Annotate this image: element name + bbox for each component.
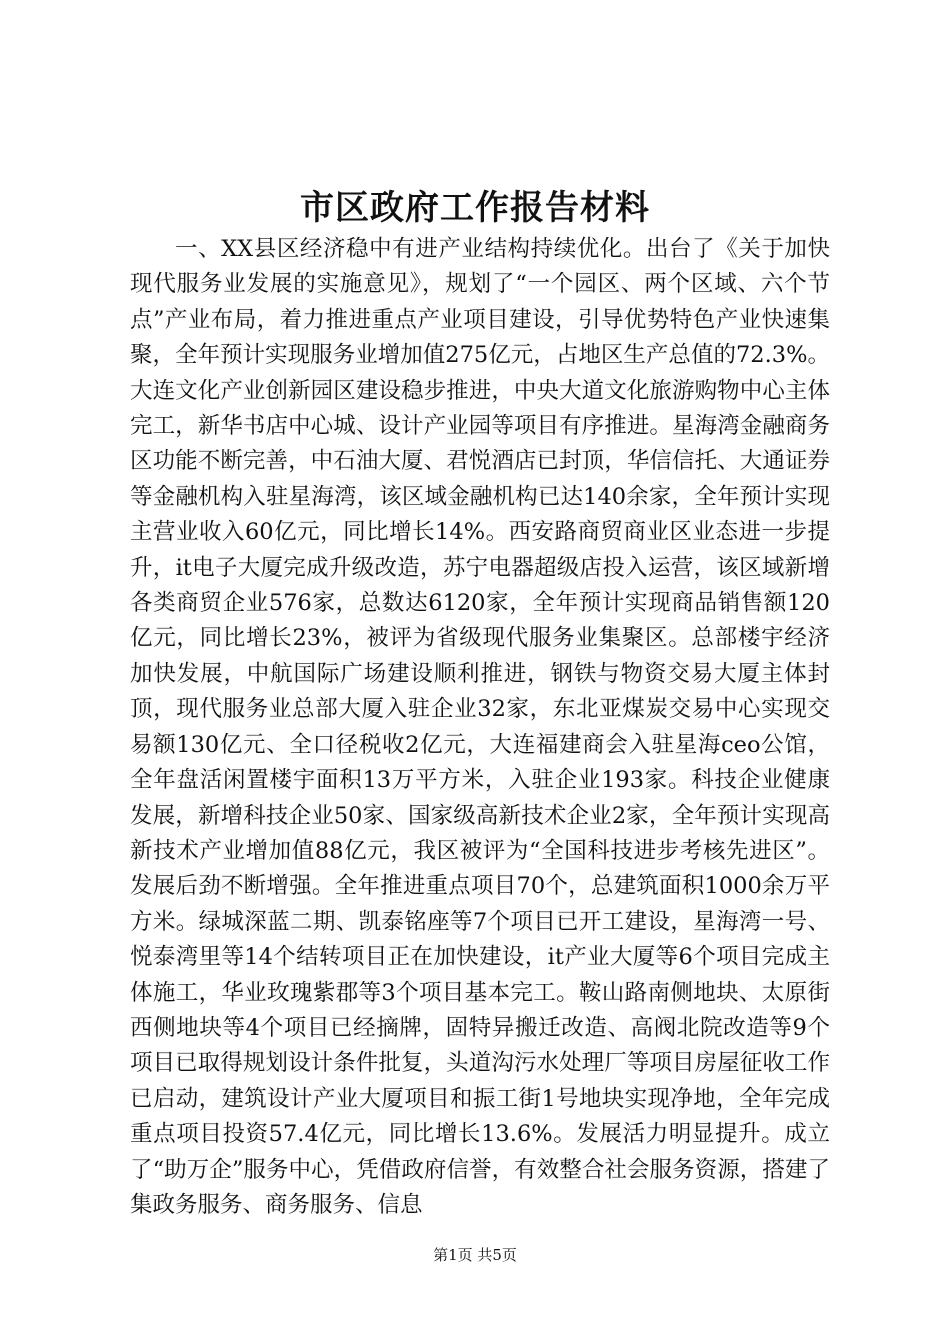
body-paragraph: 一、XX县区经济稳中有进产业结构持续优化。出台了《关于加快现代服务业发展的实施意见》，规划了“一个园区、两个区域、六个节点”产业布局，着力推进重点产业项目建设，引导优势特色产业快速集聚，全年预计实现服务业增加值275亿元，占地区生产总值的72.3%。大连文化产业创新园区建设稳步推进，中央大道文化旅游购物中心主体完工，新华书店中心城、设计产业园等项目有序推进。星海湾金融商务区功能不断完善，中石油大厦、君悦酒店已封顶，华信信托、大通证券等金融机构入驻星海湾，该区域金融机构已达140余家，全年预计实现主营业收入60亿元，同比增长14%。西安路商贸商业区业态进一步提升，it电子大厦完成升级改造，苏宁电器超级店投入运营，该区域新增各类商贸企业576家，总数达6120家，全年预计实现商品销售额120亿元，同比增长23%，被评为省级现代服务业集聚区。总部楼宇经济加快发展，中航国际广场建设顺利推进，钢铁与物资交易大厦主体封顶，现代服务业总部大厦入驻企业32家，东北亚煤炭交易中心实现交易额130亿元、全口径税收2亿元，大连福建商会入驻星海ceo公馆，全年盘活闲置楼宇面积13万平方米，入驻企业193家。科技企业健康发展，新增科技企业50家、国家级高新技术企业2家，全年预计实现高新技术产业增加值88亿元，我区被评为“全国科技进步考核先进区”。发展后劲不断增强。全年推进重点项目70个，总建筑面积1000余万平方米。绿城深蓝二期、凯泰铭座等7个项目已开工建设，星海湾一号、悦泰湾里等14个结转项目正在加快建设，it产业大厦等6个项目完成主体施工，华业玫瑰紫郡等3个项目基本完工。鞍山路南侧地块、太原街西侧地块等4个项目已经摘牌，固特异搬迁改造、高阀北院改造等9个项目已取得规划设计条件批复，头道沟污水处理厂等项目房屋征收工作已启动，建筑设计产业大厦项目和振工街1号地块实现净地，全年完成重点项目投资57.4亿元，同比增长13.6%。发展活力明显提升。成立了“助万企”服务中心，凭借政府信誉，有效整合社会服务资源，搭建了集政务服务、商务服务、信息 bbox=[130, 236, 830, 1218]
page-number: 第1页 共5页 bbox=[433, 1246, 517, 1264]
document-title: 市区政府工作报告材料 bbox=[300, 188, 650, 228]
